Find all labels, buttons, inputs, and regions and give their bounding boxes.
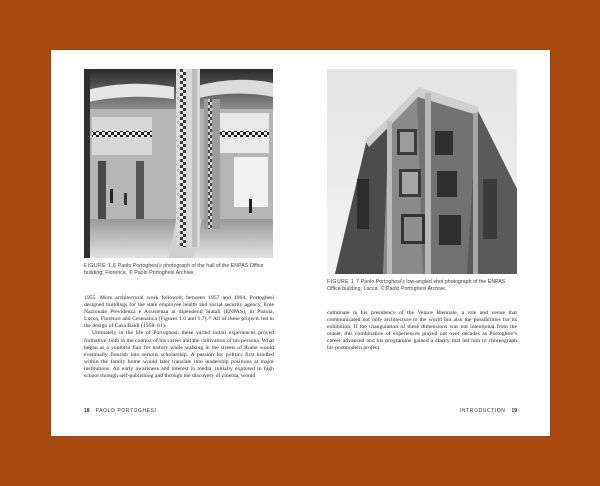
figure-1-7-label: FIGURE 1.7 <box>327 279 360 285</box>
figure-1-6-caption-text: Paolo Portoghesi's photograph of the hall of the ENPAS Office building, Florence. © Paolo Portoghesi Archive. <box>84 263 264 276</box>
figure-1-6-label: FIGURE 1.6 <box>84 263 117 269</box>
running-head: PAOLO PORTOGHESI <box>95 408 157 414</box>
figure-1-6-caption <box>84 263 274 276</box>
right-page <box>301 50 550 436</box>
left-body-text <box>84 295 274 380</box>
paragraph: culminate in his presidency of the Venice Biennale, a role and venue that communicated not only architecture to the world but also the possibilities for its exhibition. If the triangulation of these dimensions was not intentional from the outset, this combination of experiences played out over decades as Portoghesi's career advanced and his programme gained a clarity that led him to choreograph his postmodern project. <box>327 310 517 352</box>
left-folio <box>84 408 157 414</box>
right-folio <box>460 408 517 414</box>
book-spread <box>51 50 550 436</box>
paragraph: Ultimately in the life of Portoghesi, these varied initial experiences proved formative, both in the context of his career and the cultivation of his persona. What began as a youthful flair for history while walking in the streets of Rome would eventually flourish into serious scholarship. A passion for politics first kindled within the family home would later translate into leadership positions at major institutions. An early awareness and interest in media, initially explored in high school through self-publishing and through the discovery of cinema, would <box>84 330 274 380</box>
figure-1-7-caption-text: Paolo Portoghesi's low-angled shot photograph of the ENPAS Office building, Lucca. © Paolo Portoghesi Archive. <box>327 279 506 292</box>
page-number: 18 <box>84 408 90 414</box>
left-page <box>51 50 301 436</box>
page-number: 19 <box>511 408 517 414</box>
figure-1-6-photo <box>84 69 273 258</box>
figure-1-7-caption <box>327 279 517 292</box>
right-body-text <box>327 310 517 353</box>
running-head: INTRODUCTION <box>459 408 506 414</box>
figure-1-7-photo <box>327 69 517 274</box>
paragraph: 1955. More architectural work followed; between 1957 and 1964, Portoghesi designed buildings for the state employee health and social security agency, Ente Nazionale Previdenza e Assistenza ai dipendenti Statali (ENPAS), in Pistoia, Lucca, Florence and Cesenatica (Figures 1.6 and 1.7).²⁶ All of these projects led to the design of Casa Baldi (1958–61). <box>84 295 274 330</box>
